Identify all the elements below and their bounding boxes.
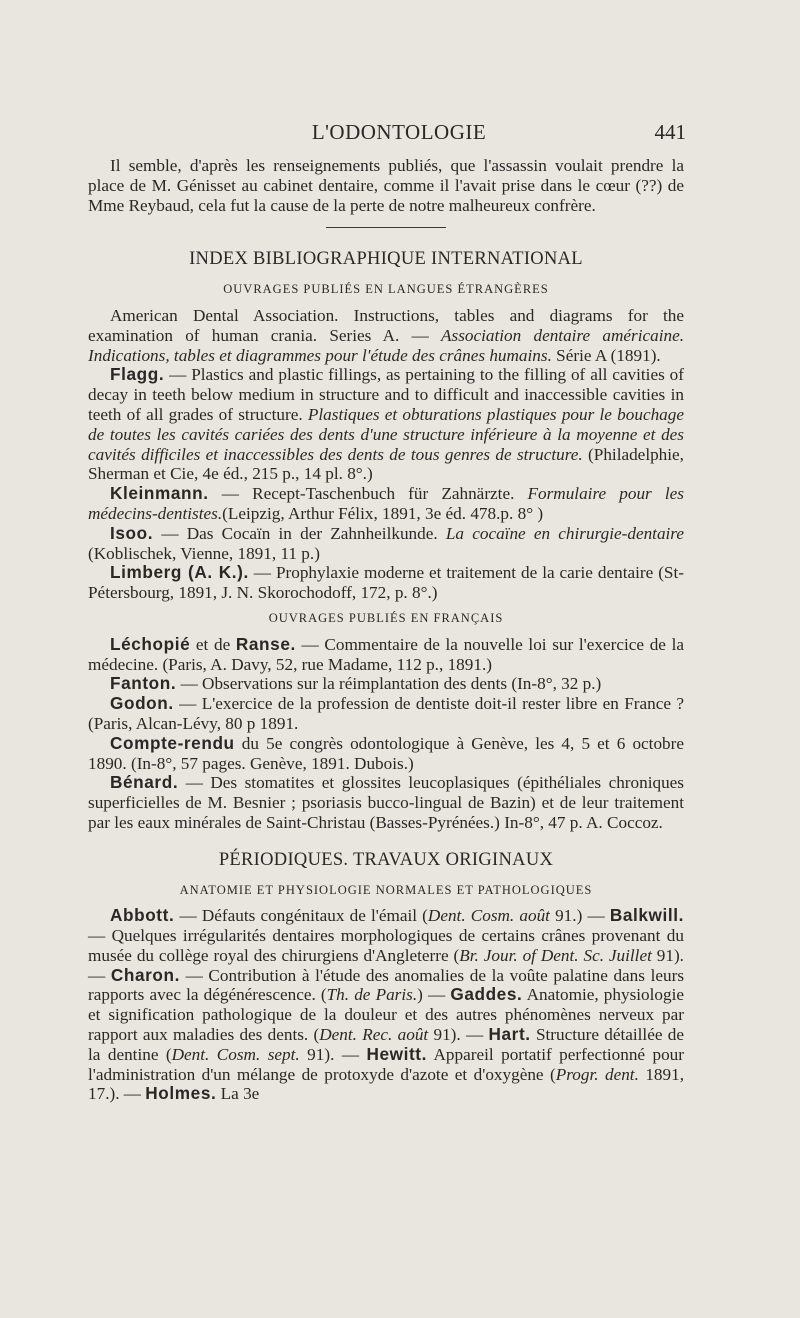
entry-author: Charon. (110, 964, 180, 985)
entry-author: Godon. (110, 693, 174, 714)
entry-source: Dent. Rec. août (319, 1025, 429, 1045)
bibliography-entry (88, 674, 684, 694)
entry-translation: Plastiques et obturations plastiques pour le bouchage de toutes les cavités cariées des dents d'une structure inférieure à la moyenne et des cavités difficiles et inaccessibles des dents de tous genres de structure. (88, 404, 684, 464)
entry-text: — Commentaire de la nouvelle loi sur l'exercice de la médecine. (Paris, A. Davy, 52, rue Madame, 112 p., 1891.) (88, 634, 684, 674)
bibliography-entry (88, 306, 684, 365)
entry-text: — Das Cocaïn in der Zahnheilkunde. (153, 523, 446, 543)
foreign-works-list (88, 306, 684, 603)
entry-text: — Plastics and plastic fillings, as pertaining to the filling of all cavities of decay in teeth below medium in structure and to difficult and inaccessible cavities in teeth of all grades of structure. (88, 365, 684, 424)
entry-joiner: et de (190, 634, 236, 654)
entry-text: Structure détaillée de la dentine ( (88, 1025, 684, 1064)
bibliography-entry (88, 734, 684, 774)
entry-author: Compte-rendu (110, 732, 235, 753)
entry-author: Flagg. (110, 364, 165, 385)
section-divider (326, 227, 446, 228)
journal-title: L'ODONTOLOGIE (311, 120, 487, 144)
french-works-heading: OUVRAGES PUBLIÉS EN FRANÇAIS (268, 610, 504, 625)
entry-author: Abbott. (110, 905, 175, 926)
entry-translation: Association dentaire américaine. Indications, tables et diagrammes pour l'étude des crânes humains. (88, 325, 684, 365)
entry-author: Bénard. (110, 772, 179, 793)
entry-tail: 91). — (299, 1044, 367, 1064)
entry-coauthor: Ranse. (235, 633, 296, 654)
entry-translation: La cocaïne en chirurgie-dentaire (445, 523, 684, 543)
index-title: INDEX BIBLIOGRAPHIQUE INTERNATIONAL (189, 249, 583, 270)
entry-text: — Prophylaxie moderne et traitement de la carie dentaire (St-Pétersbourg, 1891, J. N. Skorochodoff, 172, p. 8°.) (88, 563, 684, 603)
entry-translation: Formulaire pour les médecins-dentistes. (88, 484, 684, 523)
entry-author: Balkwill. (609, 905, 684, 926)
entry-text: — Des stomatites et glossites leucoplasiques (épithéliales chroniques superficielles de M. Besnier ; psoriasis bucco-lingual de Bazin) et de leur traitement par les eaux minérales de Saint-Christau (Basses-Pyrénées.) In-8°, 47 p. A. Coccoz. (88, 773, 684, 832)
entry-source: Dent. Cosm. sept. (171, 1044, 300, 1064)
entry-author: Hart. (488, 1024, 531, 1045)
entry-author: American Dental Association. (110, 305, 339, 325)
entry-publication: (Koblischek, Vienne, 1891, 11 p.) (88, 543, 320, 563)
entry-author: Léchopié (110, 633, 191, 654)
entry-tail: 91). — (88, 945, 684, 985)
entry-text: Appareil portatif perfectionné pour l'administration d'un mélange de protoxyde d'azote et d'oxygène ( (88, 1044, 684, 1084)
entry-source: Dent. Cosm. août (427, 906, 550, 926)
entry-text: La 3e (216, 1084, 260, 1104)
entry-tail: 91). — (428, 1025, 489, 1045)
bibliography-entry (88, 694, 684, 734)
bibliography-entry (88, 563, 684, 603)
entry-text: Instructions, tables and diagrams for the examination of human crania. Series A. — (88, 305, 685, 345)
entry-tail: ) — (417, 985, 451, 1005)
bibliography-entry (88, 635, 684, 675)
entry-text: — Contribution à l'étude des anomalies de la voûte palatine dans leurs rapports avec la dégénérescence. ( (88, 965, 685, 1005)
bibliography-entry (88, 484, 684, 524)
entry-source: Br. Jour. of Dent. Sc. Juillet (459, 945, 652, 965)
foreign-works-heading: OUVRAGES PUBLIÉS EN LANGUES ÉTRANGÈRES (223, 282, 549, 297)
entry-author: Holmes. (145, 1083, 217, 1104)
bibliography-entry (88, 365, 684, 484)
entry-text: — Défauts congénitaux de l'émail ( (174, 906, 428, 926)
periodicals-title: PÉRIODIQUES. TRAVAUX ORIGINAUX (218, 849, 554, 870)
entry-author: Hewitt. (366, 1043, 428, 1064)
entry-author: Gaddes. (450, 984, 523, 1005)
entry-publication: Série A (1891). (551, 345, 661, 365)
page-number: 441 (654, 120, 686, 144)
entry-text: — Recept-Taschenbuch für Zahnärzte. (208, 484, 528, 504)
entry-publication: (Philadelphie, Sherman et Cie, 4e éd., 215 p., 14 pl. 8°.) (88, 444, 684, 484)
entry-source: Progr. dent. (555, 1064, 639, 1084)
bibliography-entry (88, 773, 684, 832)
entry-publication: (Leipzig, Arthur Félix, 1891, 3e éd. 478.p. 8° ) (222, 503, 544, 523)
periodicals-subheading: ANATOMIE ET PHYSIOLOGIE NORMALES ET PATHOLOGIQUES (179, 882, 593, 897)
entry-author: Kleinmann. (110, 483, 209, 504)
entry-text: Anatomie, physiologie et signification pathologique de la douleur et des autres phénomènes nerveux par rapport aux maladies des dents. ( (88, 985, 684, 1045)
entry-tail: 91.) — (549, 906, 610, 926)
entry-author: Limberg (A. K.). (110, 562, 249, 583)
entry-author: Fanton. (110, 673, 177, 694)
running-head (114, 120, 684, 148)
entry-text: — L'exercice de la profession de dentiste doit-il rester libre en France ? (Paris, Alcan-Lévy, 80 p 1891. (88, 694, 684, 733)
intro-paragraph: Il semble, d'après les renseignements publiés, que l'assassin voulait prendre la place de M. Génisset au cabinet dentaire, comme il l'avait prise dans le cœur (??) de Mme Reybaud, cela fut la cause de la perte de notre malheureux confrère. (88, 156, 684, 215)
entry-text: — Observations sur la réimplantation des dents (In-8°, 32 p.) (176, 674, 602, 694)
periodicals-paragraph (88, 906, 684, 1104)
page-body (88, 156, 684, 1104)
bibliography-entry (88, 524, 684, 564)
entry-text: du 5e congrès odontologique à Genève, les 4, 5 et 6 octobre 1890. (In-8°, 57 pages. Genève, 1891. Dubois.) (88, 733, 684, 773)
entry-text: — Quelques irrégularités dentaires morphologiques de certains crânes provenant du musée du collège royal des chirurgiens d'Angleterre ( (88, 926, 684, 965)
entry-tail: 1891, 17.). — (88, 1064, 684, 1104)
entry-source: Th. de Paris. (326, 985, 418, 1005)
entry-author: Isoo. (110, 522, 154, 543)
french-works-list (88, 635, 684, 833)
